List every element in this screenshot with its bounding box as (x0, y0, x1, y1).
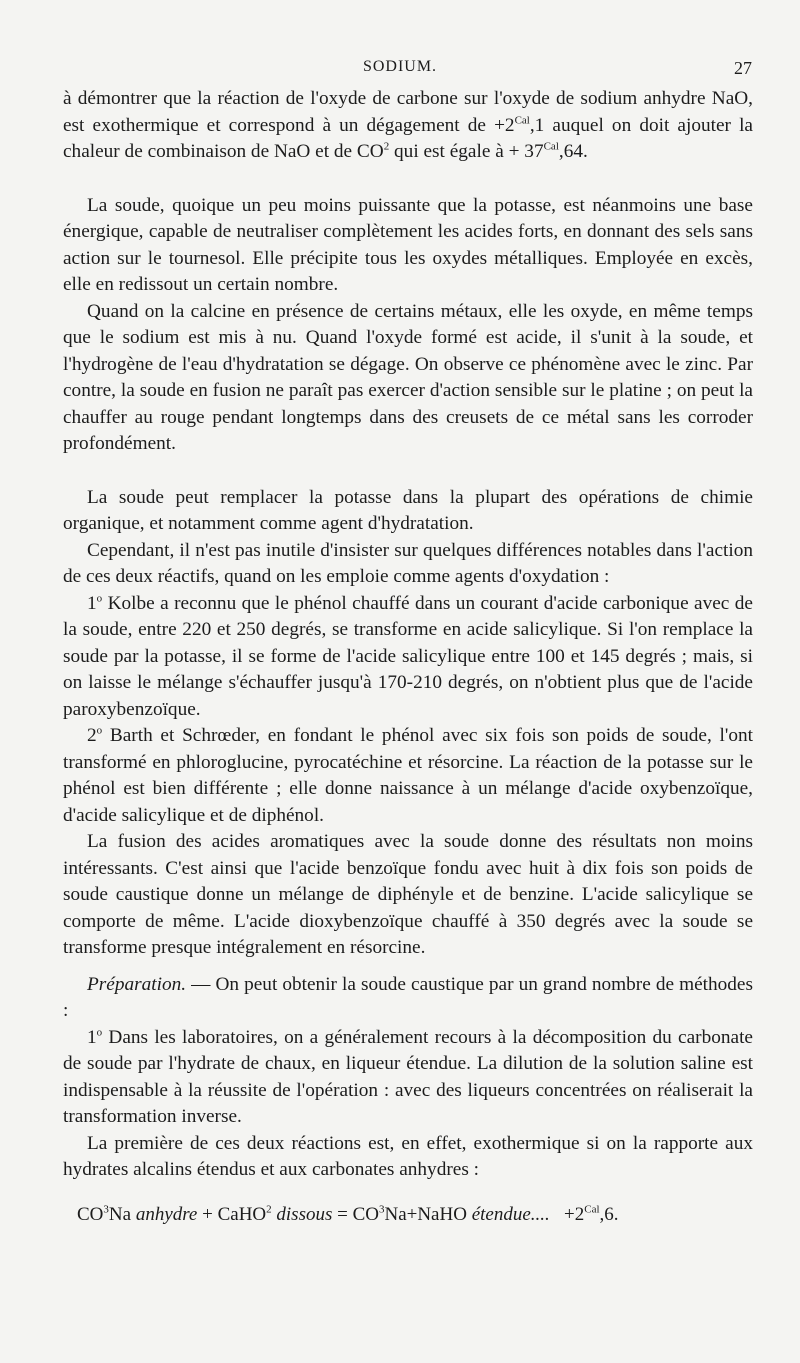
p1-part-c: qui est égale à + 37 (389, 141, 544, 162)
reaction-equation (63, 1202, 753, 1229)
eq-t1-sup: 3 (103, 1203, 109, 1216)
p6-number-sup: o (96, 592, 103, 605)
paragraph-6 (63, 591, 753, 724)
paragraph-5: Cependant, il n'est pas inutile d'insister sur quelques différences notables dans l'action de ces deux réactifs, quand on les emploie comme agents d'oxydation : (63, 539, 753, 587)
p1-sup-c: Cal (543, 140, 559, 153)
eq-t7: = CO (332, 1203, 379, 1225)
p9-lead: Préparation. (87, 973, 187, 995)
eq-t3: anhydre (135, 1203, 198, 1225)
page-header (0, 58, 800, 82)
p9-text: — On peut obtenir la soude caustique par un grand nombre de méthodes : (63, 973, 753, 1021)
paragraph-4: La soude peut remplacer la potasse dans la plupart des opérations de chimie organique, et notamment comme agent d'hydratation. (63, 486, 753, 534)
p6-number: 1 (87, 592, 97, 614)
eq-t4: + CaHO (197, 1203, 267, 1225)
eq-t2: Na (108, 1203, 136, 1225)
eq-t8: Na+NaHO (384, 1203, 472, 1225)
p6-text: Kolbe a reconnu que le phénol chauffé dans un courant d'acide carbonique avec de la soude, entre 220 et 250 degrés, se transforme en acide salicylique. Si l'on remplace la soude par la potasse, il se forme de l'acide salicylique entre 100 et 145 degrés ; mais, si on laisse le mélange s'échauffer jusqu'à 170-210 degrés, on n'obtient plus que de l'acide paroxybenzoïque. (63, 592, 753, 720)
paragraph-2: La soude, quoique un peu moins puissante que la potasse, est néanmoins une base énergique, capable de neutraliser complètement les acides forts, en donnant des sels sans action sur le tournesol. Elle précipite tous les oxydes métalliques. Employée en excès, elle en redissout un certain nombre. (63, 194, 753, 295)
p1-sup-b: 2 (383, 140, 390, 153)
eq-t10-sup: Cal (584, 1203, 600, 1216)
eq-t9: étendue.... (471, 1203, 550, 1225)
p1-part-d: ,64. (558, 141, 588, 162)
eq-t6: dissous (276, 1203, 333, 1225)
p7-number-sup: o (96, 724, 103, 737)
paragraph-7 (63, 723, 753, 829)
p1-part-a: à démontrer que la réaction de l'oxyde de carbone sur l'oxyde de sodium anhydre NaO, est exothermique et correspond à un dégagement de +2 (63, 88, 753, 136)
paragraph-1 (63, 86, 753, 166)
eq-t11: ,6. (599, 1203, 619, 1225)
paragraph-3: Quand on la calcine en présence de certains métaux, elle les oxyde, en même temps que le sodium est mis à nu. Quand l'oxyde formé est acide, il s'unit à la soude, et l'hydrogène de l'eau d'hydratation se dégage. On observe ce phénomène avec le zinc. Par contre, la soude en fusion ne paraît pas exercer d'action sensible sur le platine ; on peut la chauffer au rouge pendant longtemps dans des creusets de ce métal sans les corroder profondément. (63, 300, 753, 454)
p7-number: 2 (87, 725, 97, 746)
p7-text: Barth et Schrœder, en fondant le phénol avec six fois son poids de soude, l'ont transformé en phloroglucine, pyrocatéchine et résorcine. La réaction de la potasse sur le phénol est bien différente ; elle donne naissance à un mélange d'acide oxybenzoïque, d'acide salicylique et de diphénol. (63, 725, 753, 826)
paragraph-9 (63, 972, 753, 1025)
eq-t7-sup: 3 (378, 1203, 385, 1216)
eq-t1: CO (77, 1203, 104, 1225)
running-title: SODIUM. (362, 58, 438, 75)
eq-t4-sup: 2 (266, 1203, 272, 1216)
paragraph-10 (63, 1025, 753, 1131)
eq-t10: +2 (549, 1203, 585, 1225)
p10-number-sup: o (96, 1026, 103, 1039)
paragraph-8: La fusion des acides aromatiques avec la soude donne des résultats non moins intéressants. C'est ainsi que l'acide benzoïque fondu avec huit à dix fois son poids de soude caustique donne un mélange de diphényle et de benzine. L'acide salicylique se comporte de même. L'acide dioxybenzoïque chauffé à 350 degrés avec la soude se transforme presque intégralement en résorcine. (63, 831, 753, 958)
p10-text: Dans les laboratoires, on a généralement recours à la décomposition du carbonate de soude par l'hydrate de chaux, en liqueur étendue. La dilution de la solution saline est indispensable à la réussite de l'opération : avec des liqueurs concentrées on réaliserait la transformation inverse. (63, 1026, 753, 1127)
paragraph-11: La première de ces deux réactions est, en effet, exothermique si on la rapporte aux hydrates alcalins étendus et aux carbonates anhydres : (63, 1132, 753, 1180)
page-number: 27 (734, 58, 752, 78)
p1-part-b: ,1 auquel on doit ajouter la chaleur de combinaison de NaO et de CO (63, 114, 753, 162)
p1-sup-a: Cal (514, 114, 530, 127)
p10-number: 1 (87, 1026, 97, 1048)
body-text (63, 86, 753, 1228)
